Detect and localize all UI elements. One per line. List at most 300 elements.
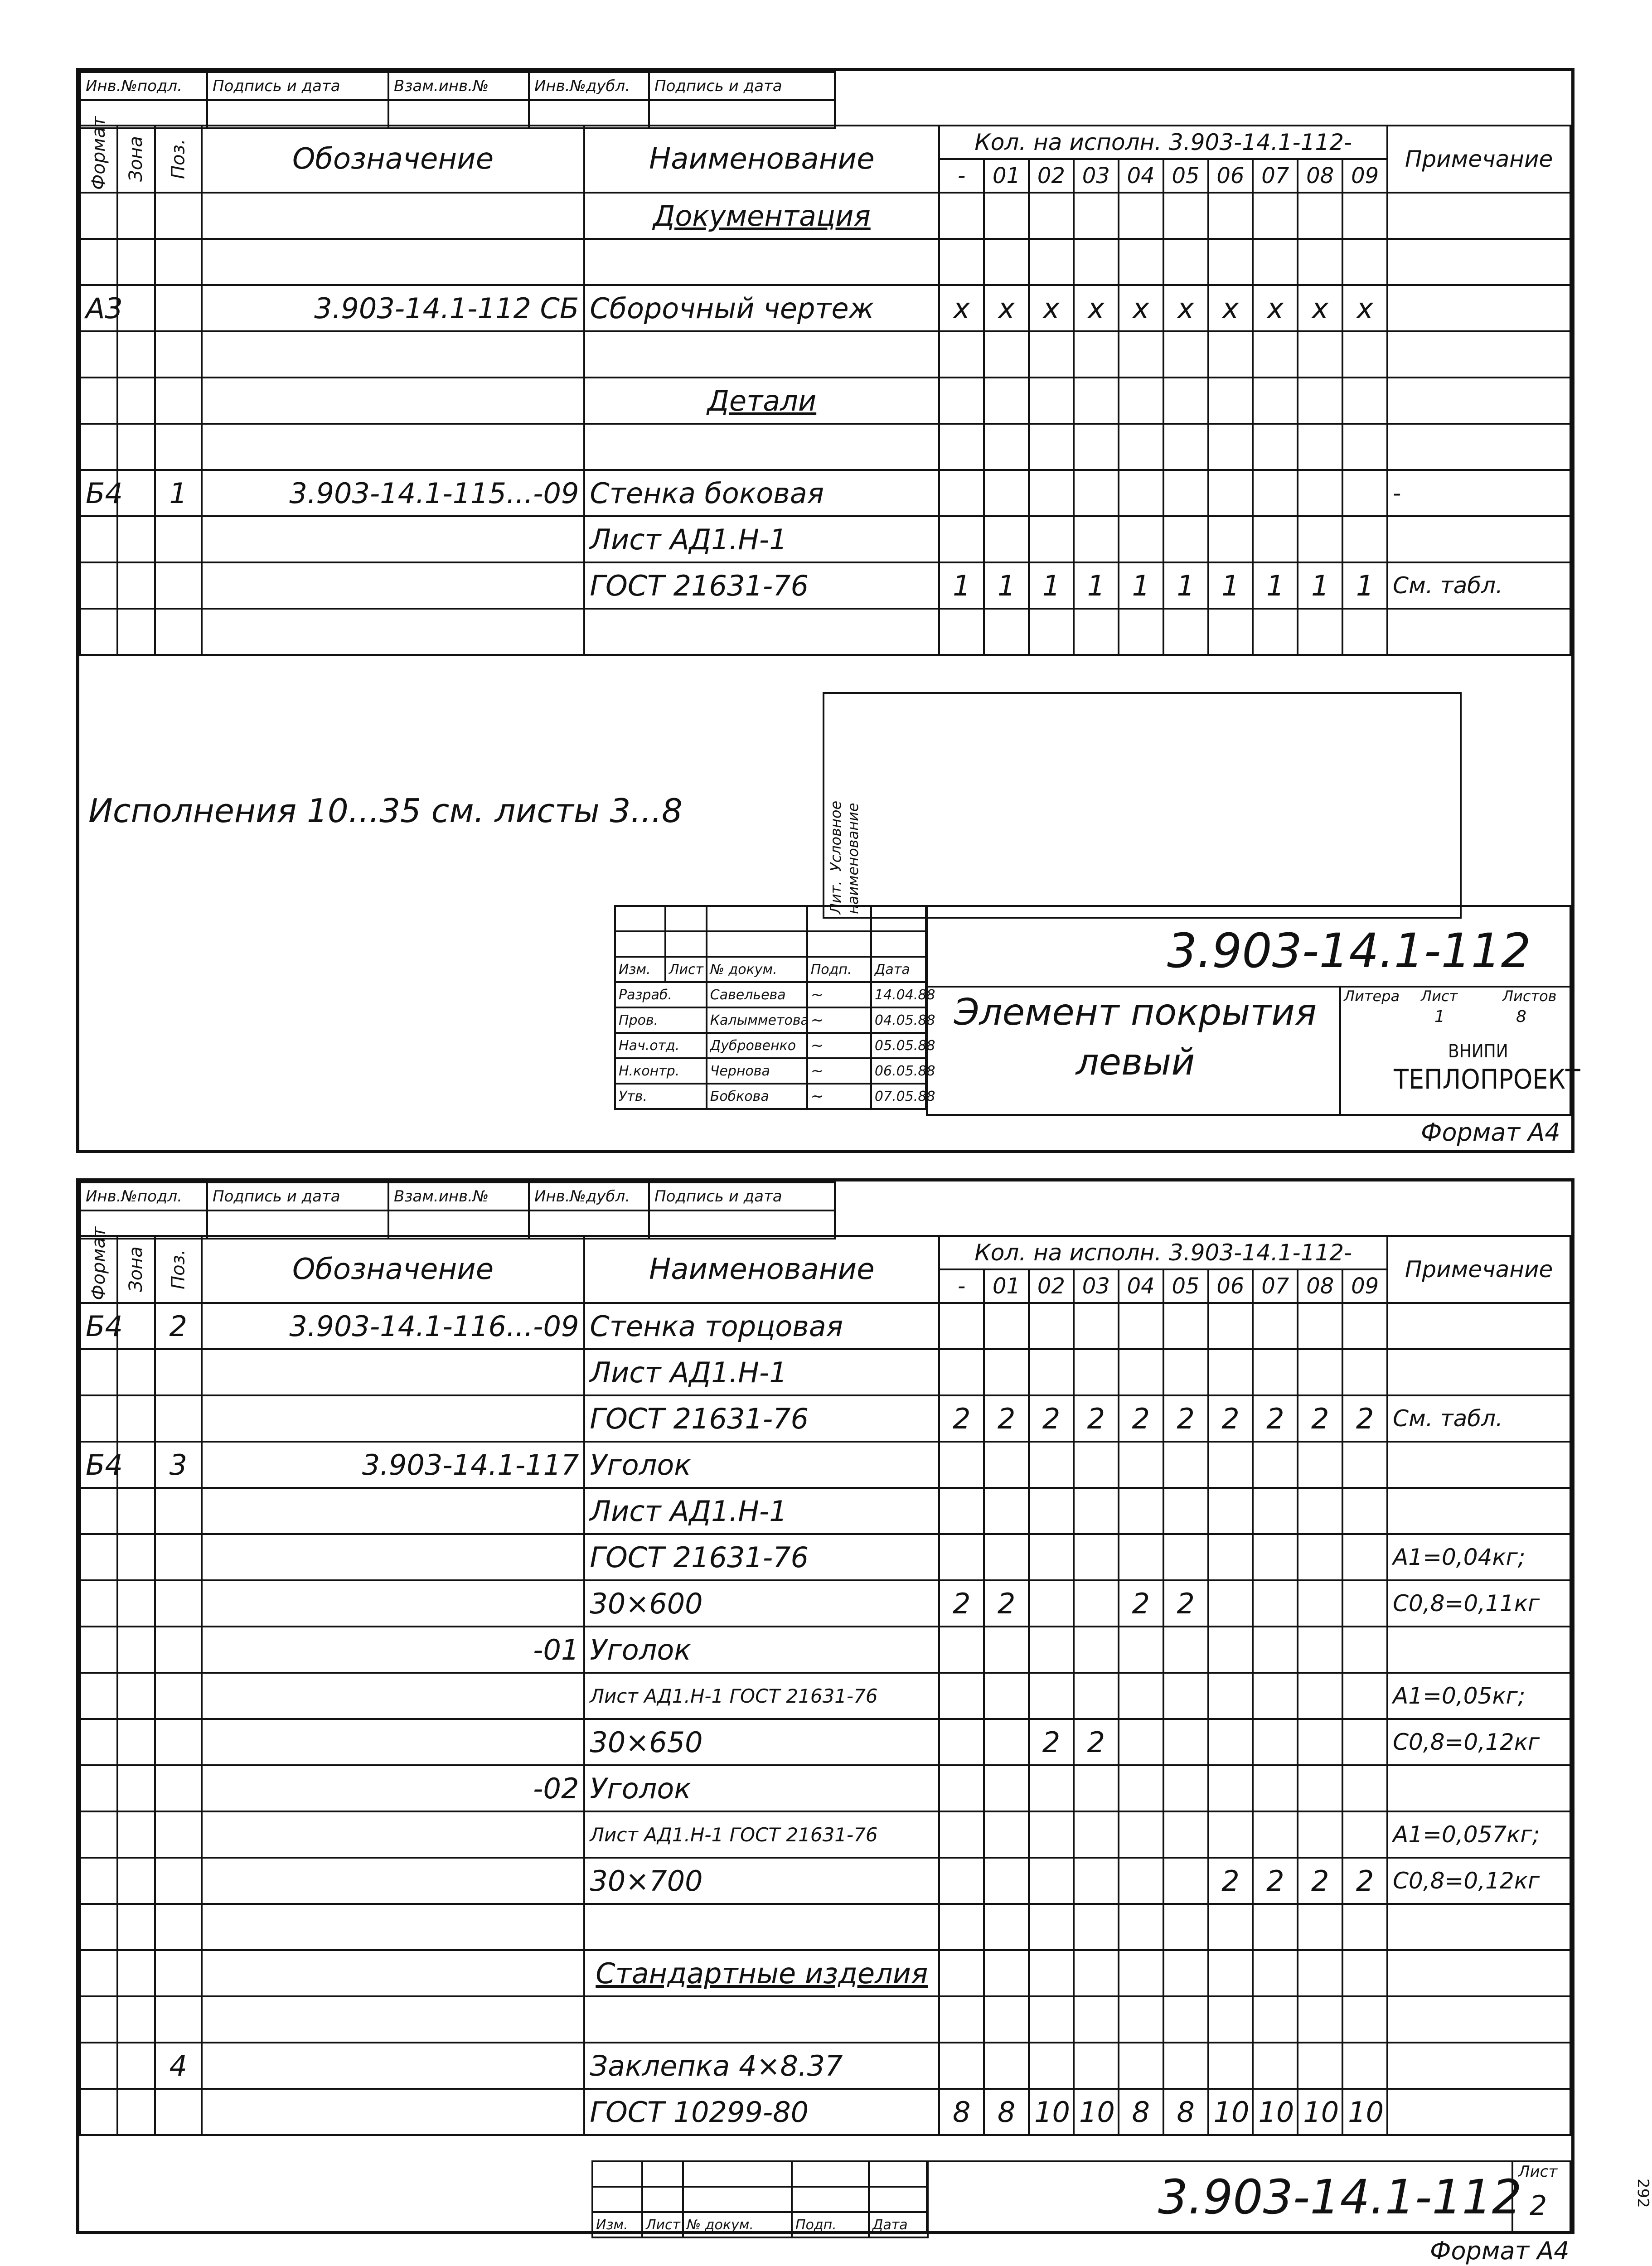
cell-qty bbox=[1119, 2043, 1163, 2089]
cell-name: Лист АД1.Н-1 bbox=[584, 1488, 939, 1534]
cell-qty bbox=[1298, 1904, 1342, 1950]
cell-zone bbox=[117, 1488, 155, 1534]
col-head: № докум. bbox=[683, 2212, 792, 2237]
cell-zone bbox=[117, 1395, 155, 1442]
cell-pos bbox=[155, 378, 202, 424]
footer-code: 3.903-14.1-112 bbox=[1158, 2169, 1522, 2225]
variant-cell: 07 bbox=[1253, 159, 1298, 193]
cell-qty: 2 bbox=[1029, 1395, 1074, 1442]
cell-qty: 2 bbox=[1253, 1858, 1298, 1904]
spec-row bbox=[80, 378, 1570, 424]
cell-qty bbox=[939, 2043, 984, 2089]
cell-qty bbox=[939, 1904, 984, 1950]
signature-date: 06.05.88 bbox=[871, 1058, 926, 1084]
cell-qty bbox=[1119, 516, 1163, 562]
cell-qty bbox=[984, 331, 1029, 378]
cell-qty bbox=[1029, 378, 1074, 424]
cell-note: С0,8=0,11кг bbox=[1387, 1580, 1570, 1627]
cell-name: 30×600 bbox=[584, 1580, 939, 1627]
cell-qty bbox=[1029, 1811, 1074, 1858]
cell-qty bbox=[1253, 609, 1298, 655]
cell-qty: 10 bbox=[1342, 2089, 1387, 2135]
cell-qty bbox=[1074, 1858, 1119, 1904]
cell-note bbox=[1387, 239, 1570, 285]
sheets-total: 8 bbox=[1516, 1007, 1526, 1026]
cell-qty bbox=[1163, 1349, 1208, 1395]
cell-qty bbox=[984, 378, 1029, 424]
spec-row bbox=[80, 609, 1570, 655]
cell-qty bbox=[939, 1303, 984, 1349]
cell-note: А1=0,057кг; bbox=[1387, 1811, 1570, 1858]
cell-qty bbox=[1208, 1303, 1253, 1349]
sheet-label: Лист bbox=[1421, 988, 1458, 1005]
cell-qty bbox=[1208, 239, 1253, 285]
cell-qty bbox=[1208, 1996, 1253, 2043]
cell-qty bbox=[1298, 1765, 1342, 1811]
variant-cell: 01 bbox=[984, 1269, 1029, 1303]
cell-pos: 4 bbox=[155, 2043, 202, 2089]
variant-cell: 07 bbox=[1253, 1269, 1298, 1303]
cell-qty bbox=[1119, 1950, 1163, 1996]
format-label-1: Формат А4 bbox=[1421, 1118, 1560, 1147]
cell-qty bbox=[1298, 1442, 1342, 1488]
cell-zone bbox=[117, 1811, 155, 1858]
cell-designation bbox=[202, 1858, 585, 1904]
cell-pos bbox=[155, 1811, 202, 1858]
variant-cell: 08 bbox=[1298, 1269, 1342, 1303]
cell-qty bbox=[1029, 1442, 1074, 1488]
cell-designation bbox=[202, 1996, 585, 2043]
cell-qty bbox=[1163, 1811, 1208, 1858]
cell-name: Уголок bbox=[584, 1627, 939, 1673]
header-designation: Обозначение bbox=[202, 1236, 585, 1303]
cell-qty: 2 bbox=[1163, 1395, 1208, 1442]
signature-name: Калымметова bbox=[707, 1007, 807, 1033]
cell-name: Документация bbox=[584, 193, 939, 239]
col-head: Подп. bbox=[792, 2212, 869, 2237]
cell-qty bbox=[1298, 1996, 1342, 2043]
cell-qty bbox=[1029, 1996, 1074, 2043]
variant-cell: 06 bbox=[1208, 159, 1253, 193]
cell-qty bbox=[1342, 1303, 1387, 1349]
cell-qty bbox=[984, 1673, 1029, 1719]
spec-row bbox=[80, 1395, 1570, 1442]
cell-pos bbox=[155, 331, 202, 378]
cell-designation bbox=[202, 562, 585, 609]
cell-designation bbox=[202, 1719, 585, 1765]
cell-format bbox=[80, 2043, 117, 2089]
signature-date: 05.05.88 bbox=[871, 1033, 926, 1058]
stamp-table-2 bbox=[79, 1181, 836, 1240]
spec-row bbox=[80, 1580, 1570, 1627]
cell-qty bbox=[1119, 1719, 1163, 1765]
cell-qty bbox=[1253, 1303, 1298, 1349]
variant-cell: 04 bbox=[1119, 159, 1163, 193]
cell-qty bbox=[984, 1303, 1029, 1349]
cell-qty bbox=[1119, 424, 1163, 470]
cell-designation bbox=[202, 193, 585, 239]
cell-qty bbox=[1029, 1673, 1074, 1719]
cell-qty bbox=[1119, 609, 1163, 655]
spec-row bbox=[80, 285, 1570, 331]
cell-format bbox=[80, 1765, 117, 1811]
signature-row bbox=[615, 1033, 926, 1058]
cell-note bbox=[1387, 1904, 1570, 1950]
cell-format: Б4 bbox=[80, 1303, 117, 1349]
cell-note: С0,8=0,12кг bbox=[1387, 1858, 1570, 1904]
footer-sheet-number: 2 bbox=[1530, 2190, 1547, 2222]
cell-qty bbox=[1119, 1811, 1163, 1858]
stamp-cell: Инв.№дубл. bbox=[529, 1182, 649, 1210]
cell-qty bbox=[939, 424, 984, 470]
cell-qty bbox=[1074, 239, 1119, 285]
cell-pos bbox=[155, 1719, 202, 1765]
cell-pos bbox=[155, 424, 202, 470]
variant-cell: 02 bbox=[1029, 1269, 1074, 1303]
signature-role: Разраб. bbox=[615, 982, 707, 1007]
format-label-2: Формат А4 bbox=[1430, 2237, 1570, 2265]
cell-qty bbox=[1029, 424, 1074, 470]
header-qty-group: Кол. на исполн. 3.903-14.1-112- bbox=[939, 126, 1387, 159]
cell-name bbox=[584, 1996, 939, 2043]
cell-qty: 2 bbox=[1298, 1395, 1342, 1442]
cell-note bbox=[1387, 1303, 1570, 1349]
cell-qty: 2 bbox=[1074, 1395, 1119, 1442]
cell-qty bbox=[1342, 331, 1387, 378]
cell-qty bbox=[1208, 1349, 1253, 1395]
cell-qty: 8 bbox=[939, 2089, 984, 2135]
cell-qty: 1 bbox=[1029, 562, 1074, 609]
cell-pos bbox=[155, 1534, 202, 1580]
cell-qty bbox=[1253, 1811, 1298, 1858]
cell-qty: 1 bbox=[984, 562, 1029, 609]
cell-qty: 1 bbox=[1298, 562, 1342, 609]
cell-zone bbox=[117, 1765, 155, 1811]
cell-qty bbox=[1208, 331, 1253, 378]
cell-qty bbox=[1208, 1950, 1253, 1996]
cell-qty bbox=[984, 1950, 1029, 1996]
spec-row bbox=[80, 1765, 1570, 1811]
cell-qty bbox=[1074, 470, 1119, 516]
cell-designation: 3.903-14.1-117 bbox=[202, 1442, 585, 1488]
cell-format bbox=[80, 1488, 117, 1534]
cell-qty bbox=[984, 1442, 1029, 1488]
cell-qty: 10 bbox=[1074, 2089, 1119, 2135]
cell-pos bbox=[155, 1488, 202, 1534]
cell-qty bbox=[1029, 1765, 1074, 1811]
cell-qty: 2 bbox=[1342, 1395, 1387, 1442]
spec-row bbox=[80, 562, 1570, 609]
cell-qty bbox=[1253, 1765, 1298, 1811]
cell-qty bbox=[939, 1858, 984, 1904]
cell-qty: 2 bbox=[939, 1395, 984, 1442]
stamp-cell: Взам.инв.№ bbox=[388, 1182, 529, 1210]
cell-designation: -02 bbox=[202, 1765, 585, 1811]
cell-zone bbox=[117, 1303, 155, 1349]
cell-qty bbox=[1253, 1719, 1298, 1765]
col-head: Изм. bbox=[615, 957, 665, 982]
cell-qty bbox=[1208, 1673, 1253, 1719]
cell-qty bbox=[1342, 516, 1387, 562]
signature-row bbox=[615, 982, 926, 1007]
cell-qty: 2 bbox=[1253, 1395, 1298, 1442]
cell-pos bbox=[155, 516, 202, 562]
cell-pos bbox=[155, 1349, 202, 1395]
cell-zone bbox=[117, 1996, 155, 2043]
cell-pos: 2 bbox=[155, 1303, 202, 1349]
cell-pos bbox=[155, 1395, 202, 1442]
cell-qty bbox=[939, 1996, 984, 2043]
cell-note: См. табл. bbox=[1387, 562, 1570, 609]
cell-qty bbox=[1342, 1996, 1387, 2043]
cell-designation bbox=[202, 239, 585, 285]
cell-name: ГОСТ 21631-76 bbox=[584, 562, 939, 609]
cell-qty bbox=[1119, 1303, 1163, 1349]
cell-qty bbox=[1342, 1627, 1387, 1673]
header-note: Примечание bbox=[1387, 1236, 1570, 1303]
cell-qty bbox=[1029, 1904, 1074, 1950]
signature-role: Нач.отд. bbox=[615, 1033, 707, 1058]
cell-qty: x bbox=[1208, 285, 1253, 331]
cell-name: Уголок bbox=[584, 1765, 939, 1811]
cell-qty bbox=[1208, 470, 1253, 516]
spec-row bbox=[80, 1858, 1570, 1904]
cell-qty bbox=[1163, 1765, 1208, 1811]
cell-qty bbox=[1253, 1534, 1298, 1580]
cell-qty bbox=[939, 1765, 984, 1811]
cell-note: - bbox=[1387, 470, 1570, 516]
cell-note: См. табл. bbox=[1387, 1395, 1570, 1442]
stamp-cell: Инв.№подл. bbox=[80, 72, 207, 100]
cell-qty: 2 bbox=[984, 1580, 1029, 1627]
cell-pos bbox=[155, 285, 202, 331]
cell-qty bbox=[1298, 239, 1342, 285]
cell-qty bbox=[984, 1996, 1029, 2043]
cell-qty bbox=[1208, 609, 1253, 655]
header-qty-group: Кол. на исполн. 3.903-14.1-112- bbox=[939, 1236, 1387, 1269]
cell-qty bbox=[1208, 424, 1253, 470]
cell-note bbox=[1387, 1442, 1570, 1488]
signature-row bbox=[615, 1084, 926, 1109]
executions-note: Исполнения 10...35 см. листы 3...8 bbox=[88, 792, 683, 830]
cell-pos bbox=[155, 1996, 202, 2043]
variant-cell: 06 bbox=[1208, 1269, 1253, 1303]
cell-qty: 2 bbox=[1163, 1580, 1208, 1627]
cell-zone bbox=[117, 1673, 155, 1719]
cell-name bbox=[584, 424, 939, 470]
signature-role: Утв. bbox=[615, 1084, 707, 1109]
cell-designation: 3.903-14.1-112 СБ bbox=[202, 285, 585, 331]
cell-pos bbox=[155, 239, 202, 285]
cell-qty bbox=[1163, 1442, 1208, 1488]
cell-qty: x bbox=[1298, 285, 1342, 331]
cell-qty bbox=[1208, 1765, 1253, 1811]
cell-note bbox=[1387, 193, 1570, 239]
cell-pos bbox=[155, 562, 202, 609]
signature-sign: ~ bbox=[807, 1084, 871, 1109]
cell-qty bbox=[1119, 1765, 1163, 1811]
cell-note bbox=[1387, 1349, 1570, 1395]
cell-qty bbox=[1342, 193, 1387, 239]
cell-qty bbox=[939, 1349, 984, 1395]
cell-designation: 3.903-14.1-116...-09 bbox=[202, 1303, 585, 1349]
cell-format: Б4 bbox=[80, 1442, 117, 1488]
cell-zone bbox=[117, 1580, 155, 1627]
cell-zone bbox=[117, 1719, 155, 1765]
cell-qty bbox=[1074, 331, 1119, 378]
cell-name: Лист АД1.Н-1 ГОСТ 21631-76 bbox=[584, 1811, 939, 1858]
header-pos: Поз. bbox=[155, 1236, 202, 1303]
cell-name: ГОСТ 21631-76 bbox=[584, 1395, 939, 1442]
cell-qty bbox=[1298, 516, 1342, 562]
cell-qty: 2 bbox=[1029, 1719, 1074, 1765]
org-line1: ВНИПИ bbox=[1448, 1041, 1508, 1062]
signature-role: Н.контр. bbox=[615, 1058, 707, 1084]
cell-designation bbox=[202, 1488, 585, 1534]
variant-cell: 05 bbox=[1163, 1269, 1208, 1303]
cell-qty bbox=[1163, 1488, 1208, 1534]
cell-qty bbox=[1074, 1303, 1119, 1349]
cell-qty bbox=[1253, 516, 1298, 562]
stamp-cell: Взам.инв.№ bbox=[388, 72, 529, 100]
cell-qty: 2 bbox=[984, 1395, 1029, 1442]
cell-qty bbox=[984, 1811, 1029, 1858]
spec-table-1 bbox=[79, 116, 1571, 656]
cell-note bbox=[1387, 1950, 1570, 1996]
cell-qty bbox=[984, 2043, 1029, 2089]
cell-qty bbox=[1163, 609, 1208, 655]
variant-cell: 04 bbox=[1119, 1269, 1163, 1303]
cell-qty bbox=[1074, 1349, 1119, 1395]
cell-qty bbox=[1119, 470, 1163, 516]
cell-designation bbox=[202, 1673, 585, 1719]
cell-qty bbox=[1163, 1858, 1208, 1904]
cell-qty bbox=[939, 516, 984, 562]
cell-format bbox=[80, 2089, 117, 2135]
cell-qty bbox=[1074, 1904, 1119, 1950]
cell-note bbox=[1387, 2089, 1570, 2135]
cell-pos: 3 bbox=[155, 1442, 202, 1488]
cell-designation bbox=[202, 424, 585, 470]
cell-qty bbox=[1342, 239, 1387, 285]
cell-zone bbox=[117, 470, 155, 516]
cell-qty bbox=[1208, 193, 1253, 239]
cell-name: Стенка торцовая bbox=[584, 1303, 939, 1349]
cell-qty bbox=[1298, 193, 1342, 239]
cell-zone bbox=[117, 378, 155, 424]
cell-qty bbox=[1074, 378, 1119, 424]
cell-qty bbox=[1253, 1442, 1298, 1488]
cell-qty bbox=[1342, 1950, 1387, 1996]
cell-qty bbox=[1029, 609, 1074, 655]
signature-row bbox=[615, 1007, 926, 1033]
cell-zone bbox=[117, 239, 155, 285]
cell-qty bbox=[1298, 1534, 1342, 1580]
cell-qty bbox=[1342, 1534, 1387, 1580]
spec-row bbox=[80, 1488, 1570, 1534]
cell-qty bbox=[1298, 1349, 1342, 1395]
cell-name: Сборочный чертеж bbox=[584, 285, 939, 331]
cell-qty bbox=[1119, 1996, 1163, 2043]
cell-designation bbox=[202, 2089, 585, 2135]
cell-qty bbox=[1298, 2043, 1342, 2089]
cell-qty bbox=[1163, 516, 1208, 562]
cell-designation bbox=[202, 1811, 585, 1858]
title-block-signatures bbox=[614, 905, 935, 1110]
cell-qty: 10 bbox=[1253, 2089, 1298, 2135]
document-title-line2: левый bbox=[1075, 1041, 1195, 1083]
stamp-cell: Инв.№дубл. bbox=[529, 72, 649, 100]
variant-cell: 09 bbox=[1342, 1269, 1387, 1303]
cell-qty: 2 bbox=[1119, 1395, 1163, 1442]
cell-qty: x bbox=[1029, 285, 1074, 331]
footer-signatures bbox=[591, 2160, 929, 2238]
cell-qty bbox=[984, 1349, 1029, 1395]
signature-sign: ~ bbox=[807, 1007, 871, 1033]
cell-qty: 1 bbox=[1163, 562, 1208, 609]
cell-qty bbox=[1163, 193, 1208, 239]
header-zone: Зона bbox=[117, 1236, 155, 1303]
cell-qty: 2 bbox=[1298, 1858, 1342, 1904]
cell-qty bbox=[1119, 1488, 1163, 1534]
cell-qty bbox=[939, 1673, 984, 1719]
cell-qty bbox=[984, 1858, 1029, 1904]
cell-name: Лист АД1.Н-1 bbox=[584, 1349, 939, 1395]
cell-qty: 1 bbox=[1208, 562, 1253, 609]
signatures-body bbox=[615, 982, 935, 1109]
cell-qty bbox=[1163, 378, 1208, 424]
stamp-cell: Подпись и дата bbox=[649, 1182, 835, 1210]
cell-qty bbox=[984, 1534, 1029, 1580]
signature-name: Чернова bbox=[707, 1058, 807, 1084]
cell-qty bbox=[1119, 1858, 1163, 1904]
variant-cell: 09 bbox=[1342, 159, 1387, 193]
cell-designation bbox=[202, 1904, 585, 1950]
cell-qty bbox=[1119, 1904, 1163, 1950]
cell-qty bbox=[1119, 1349, 1163, 1395]
spec-row bbox=[80, 1904, 1570, 1950]
spec-row bbox=[80, 1442, 1570, 1488]
cell-format bbox=[80, 1673, 117, 1719]
cell-pos bbox=[155, 609, 202, 655]
spec-row bbox=[80, 1950, 1570, 1996]
cell-qty: x bbox=[984, 285, 1029, 331]
cell-qty bbox=[1253, 2043, 1298, 2089]
variant-cell: 02 bbox=[1029, 159, 1074, 193]
variant-cell: 03 bbox=[1074, 159, 1119, 193]
cell-qty bbox=[1029, 1534, 1074, 1580]
cell-note bbox=[1387, 2043, 1570, 2089]
cell-qty bbox=[1119, 1627, 1163, 1673]
cell-designation bbox=[202, 2043, 585, 2089]
spec-row bbox=[80, 2043, 1570, 2089]
cell-designation: -01 bbox=[202, 1627, 585, 1673]
variant-cell: - bbox=[939, 159, 984, 193]
cell-qty bbox=[984, 1488, 1029, 1534]
cell-qty bbox=[1163, 1303, 1208, 1349]
cell-qty bbox=[1342, 1904, 1387, 1950]
cell-qty bbox=[1253, 239, 1298, 285]
cell-qty bbox=[1074, 1673, 1119, 1719]
cell-pos bbox=[155, 1627, 202, 1673]
cell-qty bbox=[1298, 1627, 1342, 1673]
signature-name: Дубровенко bbox=[707, 1033, 807, 1058]
cell-zone bbox=[117, 1627, 155, 1673]
cell-qty: 2 bbox=[1074, 1719, 1119, 1765]
cell-qty bbox=[1253, 1996, 1298, 2043]
cell-qty bbox=[984, 470, 1029, 516]
cell-name: Лист АД1.Н-1 ГОСТ 21631-76 bbox=[584, 1673, 939, 1719]
